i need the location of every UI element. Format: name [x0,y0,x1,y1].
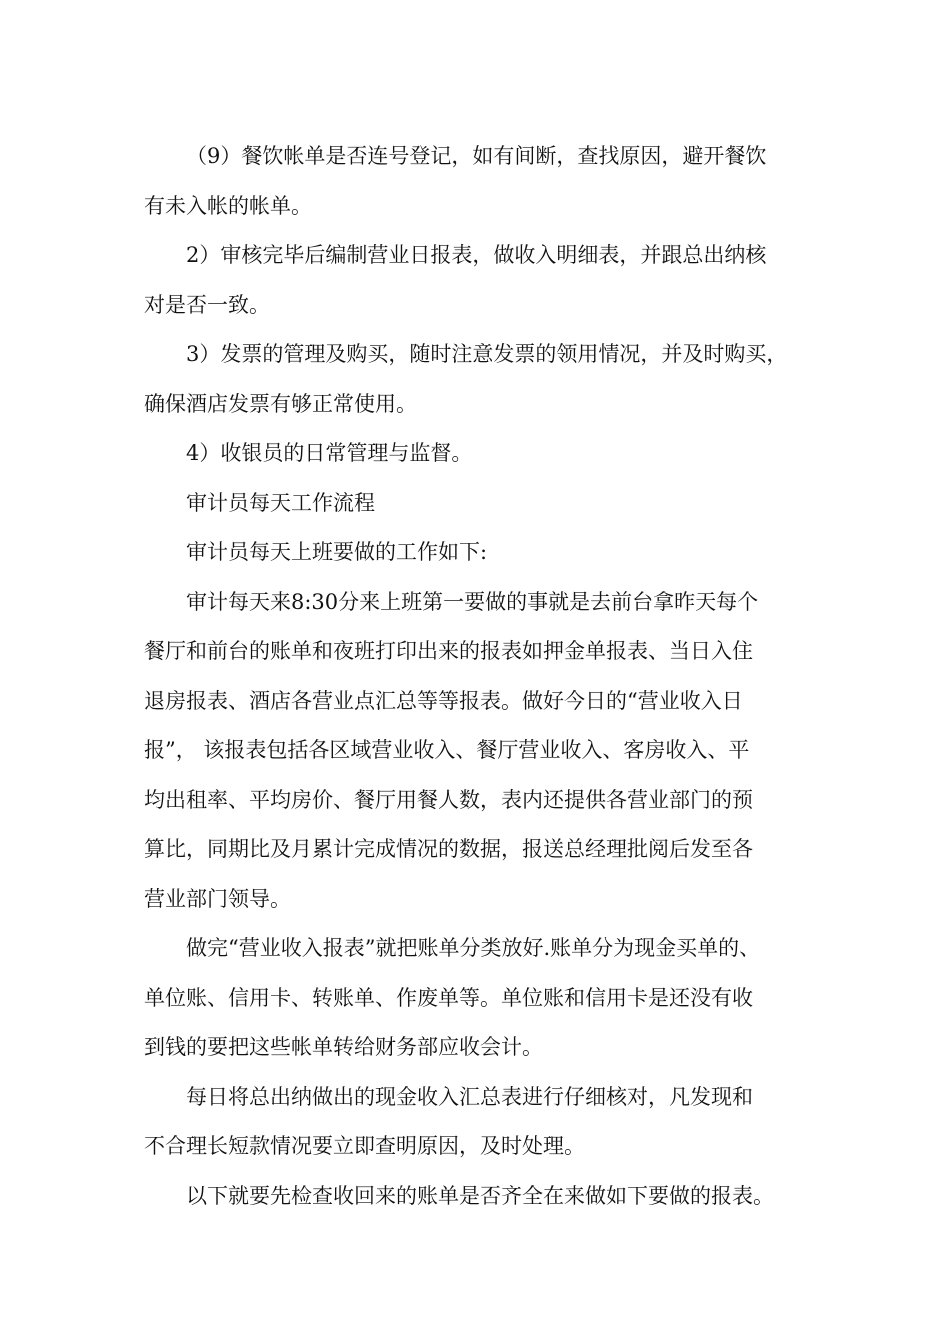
paragraph-1 [144,132,834,231]
paragraph-7 [144,578,834,925]
paragraph-line: 4）收银员的日常管理与监督。 [186,441,473,465]
paragraph-line: 单位账、信用卡、转账单、作废单等。单位账和信用卡是还没有收 [144,985,753,1010]
paragraph-6 [144,528,834,578]
paragraph-line: 均出租率、平均房价、餐厅用餐人数，表内还提供各营业部门的预 [144,787,753,812]
paragraph-9 [144,1073,834,1172]
paragraph-line: 确保酒店发票有够正常使用。 [144,391,417,416]
paragraph-line: 有未入帐的帐单。 [144,193,312,218]
paragraph-line: 2）审核完毕后编制营业日报表，做收入明细表，并跟总出纳核 [186,243,767,267]
paragraph-line: 到钱的要把这些帐单转给财务部应收会计。 [144,1035,543,1059]
paragraph-line: 每日将总出纳做出的现金收入汇总表进行仔细核对，凡发现和 [186,1084,753,1109]
paragraph-line: 以下就要先检查收回来的账单是否齐全在来做如下要做的报表。 [186,1183,774,1208]
paragraph-4 [144,429,834,479]
paragraph-line: 审计每天来8:30分来上班第一要做的事就是去前台拿昨天每个 [186,589,759,614]
paragraph-line: 审计员每天工作流程 [186,490,375,515]
paragraph-8 [144,924,834,1073]
paragraph-10 [144,1172,834,1222]
paragraph-line: 算比，同期比及月累计完成情况的数据，报送总经理批阅后发至各 [144,837,753,861]
paragraph-line: 不合理长短款情况要立即查明原因，及时处理。 [144,1134,585,1158]
paragraph-line: 报”， 该报表包括各区域营业收入、餐厅营业收入、客房收入、平 [144,738,750,762]
paragraph-line: （9）餐饮帐单是否连号登记，如有间断，查找原因，避开餐饮 [186,144,767,168]
paragraph-line: 退房报表、酒店各营业点汇总等等报表。做好今日的“营业收入日 [144,688,743,713]
paragraph-line: 3）发票的管理及购买，随时注意发票的领用情况，并及时购买， [186,342,788,366]
paragraph-line: 餐厅和前台的账单和夜班打印出来的报表如押金单报表、当日入住 [144,639,753,663]
document-body [144,132,834,1221]
paragraph-line: 做完“营业收入报表”就把账单分类放好.账单分为现金买单的、 [186,936,761,960]
paragraph-line: 审计员每天上班要做的工作如下: [186,540,488,564]
paragraph-2 [144,231,834,330]
paragraph-line: 营业部门领导。 [144,886,291,911]
paragraph-3 [144,330,834,429]
section-heading [144,479,834,529]
paragraph-line: 对是否一致。 [144,292,270,317]
